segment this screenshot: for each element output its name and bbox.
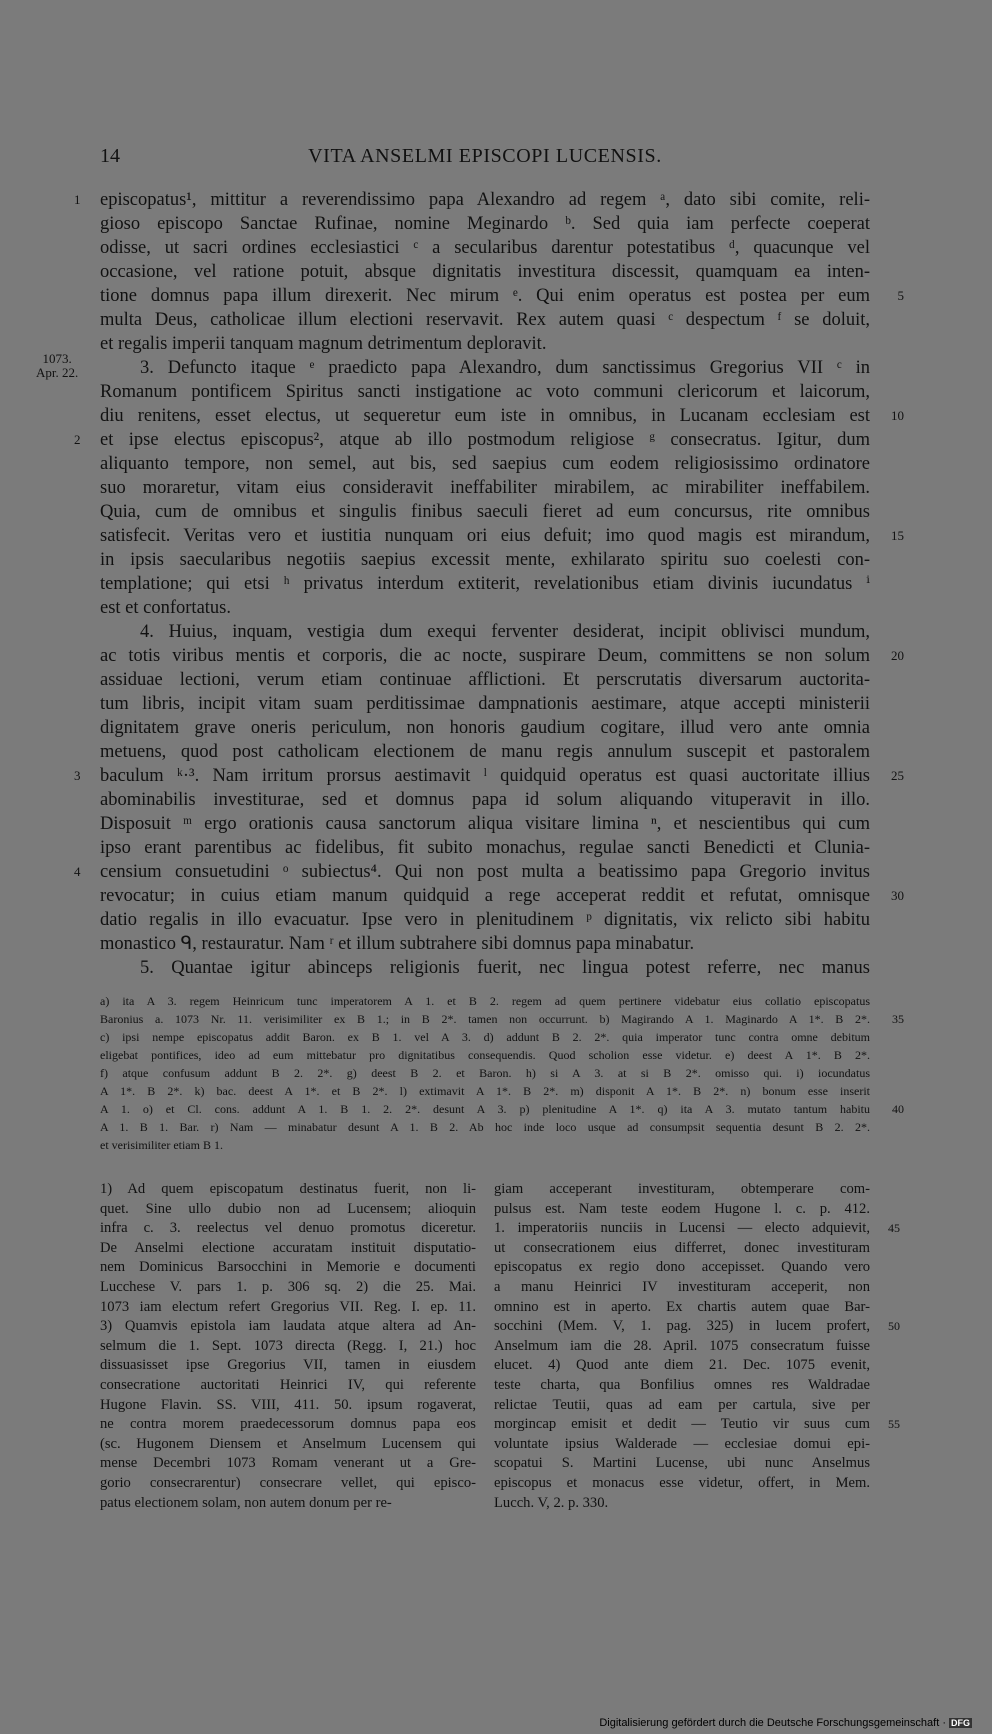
note-line-text: socchini (Mem. V, 1. pag. 325) in lucem profert,: [494, 1318, 870, 1335]
text-line: [100, 692, 870, 716]
note-line: [494, 1258, 870, 1278]
note-line-text: ut consecrationem eius differret, donec investituram: [494, 1239, 870, 1256]
text-line: [100, 620, 870, 644]
text-line-text: diu renitens, esset electus, ut sequeretur eum iste in omnibus, in Lucanam ecclesiam est: [100, 406, 870, 426]
apparatus-line-text: A 1. B 1. Bar. r) Nam — minabatur desunt A 1. B 2. Ab hoc inde loco usque ad consumpsit sequentia desunt B 2. 2*.: [100, 1120, 870, 1134]
apparatus-line-text: f) atque confusum addunt B 2. 2*. g) deest B 2. et Baron. h) si A 3. at si B 2*. omisso qui. i) iocundatus: [100, 1066, 870, 1080]
apparatus-line: [100, 1082, 870, 1100]
note-line: [100, 1415, 476, 1435]
text-line-text: 3. Defuncto itaque ᵉ praedicto papa Alexandro, dum sanctissimus Gregorius VII ᶜ in: [140, 358, 870, 378]
date-day: Apr. 22.: [36, 365, 79, 380]
note-line-text: pulsus est. Nam teste eodem Hugone l. c. p. 412.: [494, 1200, 870, 1217]
note-line-text: 1073 iam electum refert Gregorius VII. Reg. I. ep. 11.: [100, 1298, 476, 1315]
running-head: VITA ANSELMI EPISCOPI LUCENSIS.: [308, 145, 662, 167]
note-line: [100, 1474, 476, 1494]
text-line: [100, 836, 870, 860]
note-line-text: 3) Quamvis epistola iam laudata atque altera ad An-: [100, 1318, 476, 1335]
note-line: [494, 1474, 870, 1494]
footnotes-left-column: [100, 1180, 476, 1513]
apparatus-line: [100, 1010, 904, 1028]
apparatus-line: [100, 1118, 870, 1136]
note-line-text: voluntate ipsius Walderade — ecclesiae domui epi-: [494, 1435, 870, 1452]
line-number: 5: [897, 288, 904, 303]
text-line-text: monastico ᑫ, restauratur. Nam ʳ et illum subtrahere sibi domnus papa minabatur.: [100, 934, 695, 954]
note-line: [100, 1376, 476, 1396]
note-line-text: elucet. 4) Quod ante diem 21. Dec. 1075 evenit,: [494, 1357, 870, 1374]
text-line-text: satisfecit. Veritas vero et iustitia nunquam ori eius defuit; imo quod magis est mirandum,: [100, 526, 870, 546]
note-line-text: Lucchese V. pars 1. p. 306 sq. 2) die 25. Mai.: [100, 1278, 476, 1295]
margin-date-note: [36, 352, 78, 380]
footnote-ref-number: 3: [74, 768, 81, 783]
text-line-text: gioso episcopo Sanctae Rufinae, nomine Meginardo ᵇ. Sed quia iam perfecte coeperat: [100, 214, 870, 234]
footnote-ref-number: 4: [74, 864, 81, 879]
note-line-text: relictae Teutii, quas ad eam per cartula, sive per: [494, 1396, 870, 1413]
note-line-text: ne contra morem praedecessorum domnus papa eos: [100, 1416, 476, 1433]
text-line: [100, 524, 904, 548]
note-line-text: Hugone Flavin. SS. VIII, 411. 50. ipsum rogaverat,: [100, 1396, 476, 1413]
text-line: [100, 572, 870, 596]
note-line: [494, 1415, 900, 1435]
note-line-text: mense Decembri 1073 Romam venerant ut a Gre-: [100, 1455, 476, 1472]
note-line: [494, 1337, 870, 1357]
apparatus-line-text: eligebat pontifices, ideo ad eum mittebatur pro dignitatibus consequendis. Quod scholion esse videtur. e) deest A 1*. B 2*.: [100, 1048, 870, 1062]
text-line-text: datio regalis in illo evacuatur. Ipse vero in plenitudinem ᵖ dignitatis, vix relicto sibi habitu: [100, 910, 870, 930]
note-line: [100, 1180, 476, 1200]
note-line-text: (sc. Hugonem Diensem et Anselmum Lucensem qui: [100, 1435, 476, 1452]
text-line-text: episcopatus¹, mittitur a reverendissimo papa Alexandro ad regem ᵃ, dato sibi comite, reli-: [100, 190, 870, 210]
text-line: [74, 860, 870, 884]
page-number: 14: [100, 145, 120, 167]
note-line-text: Lucch. V, 2. p. 330.: [494, 1494, 609, 1511]
text-line: [100, 452, 870, 476]
text-line: [74, 188, 870, 212]
text-line-text: dignitatem grave oneris periculum, non honoris gaudium cogitare, illud vero ante omnia: [100, 718, 870, 738]
apparatus-line-text: a) ita A 3. regem Heinricum tunc imperatorem A 1. et B 2. regem ad quem pertinere videbatur eius collatio episcopatus: [100, 994, 870, 1008]
text-line-text: tione domnus papa illum direxerit. Nec mirum ᵉ. Qui enim operatus est postea per eum: [100, 286, 870, 306]
text-line: [100, 932, 870, 956]
text-line: [74, 428, 870, 452]
note-line: [100, 1435, 476, 1455]
text-line-text: in ipsis saecularibus negotiis saepius excessit mente, exhilarato spiritu suo coelesti con-: [100, 550, 870, 570]
apparatus-line: [100, 1028, 870, 1046]
text-line-text: ipso erant parentibus ac fidelibus, fit subito monachus, regulae sancti Benedicti et Clunia-: [100, 838, 870, 858]
note-line: [494, 1200, 870, 1220]
digitization-credit: [599, 1717, 972, 1729]
note-line: [494, 1278, 870, 1298]
text-line: [100, 908, 870, 932]
note-line-text: dissuasisset ipse Gregorius VII, tamen in eiusdem: [100, 1357, 476, 1374]
line-number: 50: [888, 1319, 900, 1334]
note-line-text: episcopatus ex regio dono accepisset. Quando vero: [494, 1259, 870, 1276]
text-line: [100, 716, 870, 740]
text-line-text: baculum ᵏ·³. Nam irritum prorsus aestimavit ˡ quidquid operatus est quasi auctoritate illius: [100, 766, 870, 786]
line-number: 40: [892, 1102, 904, 1116]
note-line-text: giam acceperant investituram, obtemperare com-: [494, 1181, 870, 1197]
note-line: [494, 1219, 900, 1239]
footnote-ref-number: 2: [74, 432, 81, 447]
line-number: 30: [891, 888, 904, 903]
text-line: [100, 812, 870, 836]
apparatus-line: [100, 1136, 870, 1154]
dfg-logo: DFG: [951, 1718, 970, 1728]
note-line: [494, 1494, 870, 1514]
text-line-text: revocatur; in cuius etiam manum quidquid a rege acceperat reddit et refutat, omnisque: [100, 886, 870, 906]
note-line: [494, 1396, 870, 1416]
note-line: [100, 1356, 476, 1376]
apparatus-line-text: et verisimiliter etiam B 1.: [100, 1138, 223, 1152]
text-line: [100, 644, 904, 668]
note-line-text: quet. Sine ullo dubio non ad Lucensem; alioquin: [100, 1200, 476, 1217]
text-line: [100, 308, 870, 332]
text-line: [100, 500, 870, 524]
line-number: 45: [888, 1221, 900, 1236]
text-line: [100, 668, 870, 692]
text-line: [100, 596, 870, 620]
text-line: [100, 332, 870, 356]
note-line: [100, 1337, 476, 1357]
line-number: 20: [891, 648, 904, 663]
note-line-text: teste charta, qua Bonfilius omnes res Waldradae: [494, 1376, 870, 1393]
note-line: [100, 1219, 476, 1239]
text-line: [100, 404, 904, 428]
text-line-text: tum libris, incipit vitam suam perditissimae dampnationis aestimare, atque accepti ministerii: [100, 694, 870, 714]
note-line: [100, 1239, 476, 1259]
footnote-ref-number: 1: [74, 192, 81, 207]
text-line-text: metuens, quod post catholicam electionem de manu regis annulum suscepit et pastoralem: [100, 742, 870, 762]
note-line-text: Anselmum iam die 28. April. 1075 consecratum fuisse: [494, 1337, 870, 1354]
note-line: [494, 1317, 900, 1337]
note-line: [494, 1376, 870, 1396]
text-line: [100, 260, 870, 284]
note-line: [100, 1298, 476, 1318]
text-line-text: censium consuetudini ᵒ subiectus⁴. Qui non post multa a beatissimo papa Gregorio invitus: [100, 862, 870, 882]
text-line-text: multa Deus, catholicae illum electioni reservavit. Rex autem quasi ᶜ despectum ᶠ se doluit,: [100, 310, 870, 330]
text-line-text: occasione, vel ratione potuit, absque dignitatis investitura discessit, quamquam ea inten-: [100, 262, 870, 282]
text-line-text: ac totis viribus mentis et corporis, die ac nocte, suspirare Deum, committens se non solum: [100, 646, 870, 666]
text-line-text: 4. Huius, inquam, vestigia dum exequi ferventer desiderat, incipit oblivisci mundum,: [140, 622, 870, 642]
note-line-text: morgincap emisit et dedit — Teutio vir suus cum: [494, 1416, 870, 1433]
main-text: [74, 188, 904, 980]
note-line-text: patus electionem solam, non autem donum per re-: [100, 1494, 392, 1511]
text-line: [100, 956, 870, 980]
date-year: 1073.: [42, 351, 72, 366]
text-line: [100, 740, 870, 764]
note-line: [494, 1356, 870, 1376]
note-line-text: De Anselmi electione accuratam instituit disputatio-: [100, 1239, 476, 1256]
note-line: [100, 1454, 476, 1474]
note-line-text: 1. imperatoriis nunciis in Lucensi — electo adquievit,: [494, 1220, 870, 1237]
credit-text: Digitalisierung gefördert durch die Deutsche Forschungsgemeinschaft ·: [599, 1717, 946, 1729]
note-line: [100, 1200, 476, 1220]
text-line: [100, 356, 870, 380]
text-line-text: est et confortatus.: [100, 598, 231, 618]
line-number: 25: [891, 768, 904, 783]
text-line: [100, 476, 870, 500]
text-line-text: et ipse electus episcopus², atque ab illo postmodum religiose ᵍ consecratus. Igitur, dum: [100, 430, 870, 450]
text-line-text: Disposuit ᵐ ergo orationis causa sanctorum aliqua visitare limina ⁿ, et nescientibus qui cum: [100, 814, 870, 834]
text-line-text: abominabilis investiturae, sed et domnus papa id solum aliquando vituperavit in illo.: [100, 790, 870, 810]
text-line-text: odisse, ut sacri ordines ecclesiastici ᶜ a secularibus darentur potestatibus ᵈ, quacunque vel: [100, 238, 870, 258]
note-line-text: scopatui S. Martini Lucense, ubi nunc Anselmus: [494, 1455, 870, 1472]
note-line: [494, 1180, 870, 1200]
note-line: [494, 1454, 870, 1474]
text-line: [100, 236, 870, 260]
text-line: [100, 788, 870, 812]
apparatus-line: [100, 1046, 870, 1064]
note-line: [100, 1494, 476, 1514]
apparatus-line-text: A 1. o) et Cl. cons. addunt A 1. B 1. 2. 2*. desunt A 3. p) plenitudine A 1*. q) ita A 3. mutato tantum habitu: [100, 1102, 870, 1116]
apparatus-line-text: A 1*. B 2*. k) bac. deest A 1*. et B 2*. l) extimavit A 1*. B 2*. m) disponit A 1*. B 2*. n) bonum esse inserit: [100, 1084, 870, 1098]
note-line: [494, 1239, 870, 1259]
text-line: [100, 884, 904, 908]
note-line-text: episcopus et monacus esse videtur, offert, in Mem.: [494, 1474, 870, 1491]
text-line-text: Romanum pontificem Spiritus sancti instigatione ac voto communi clericorum et laicorum,: [100, 382, 870, 402]
note-line-text: infra c. 3. reelectus vel denuo promotus diceretur.: [100, 1220, 476, 1237]
note-line-text: gorio consecrarentur) consecrare vellet, qui episco-: [100, 1474, 476, 1491]
text-line: [74, 764, 904, 788]
note-line-text: a manu Heinrici IV investituram acceperit, non: [494, 1278, 870, 1295]
apparatus-line: [100, 992, 870, 1010]
note-line-text: omnino est in aperto. Ex chartis autem quae Bar-: [494, 1298, 870, 1315]
apparatus-line-text: Baronius a. 1073 Nr. 11. verisimiliter ex B 1.; in B 2*. tamen non occurrunt. b) Magirando A 1. Maginardo A 1*. B 2*.: [100, 1012, 870, 1026]
text-line-text: assiduae lectioni, verum etiam continuae afflictioni. Et perscrutatis diversarum auctorita-: [100, 670, 870, 690]
text-line: [100, 212, 870, 236]
text-line-text: templatione; qui etsi ʰ privatus interdum extiterit, revelationibus etiam divinis iucundatus ⁱ: [100, 574, 870, 594]
critical-apparatus: [100, 992, 904, 1154]
note-line-text: consecratione auctoritati Heinrici IV, qui referente: [100, 1376, 476, 1393]
text-line-text: Quia, cum de omnibus et singulis finibus saeculi fieret ad eum concursus, rite omnibus: [100, 502, 870, 522]
text-line: [100, 548, 870, 572]
line-number: 55: [888, 1417, 900, 1432]
note-line-text: selmum die 1. Sept. 1073 directa (Regg. I, 21.) hoc: [100, 1337, 476, 1354]
text-line: [100, 284, 904, 308]
note-line: [494, 1435, 870, 1455]
text-line-text: suo moraretur, vitam eius consideravit ineffabiliter mirabilem, ac mirabiliter ineffabilem.: [100, 478, 870, 498]
text-line-text: 5. Quantae igitur abinceps religionis fuerit, nec lingua potest referre, nec manus: [140, 958, 870, 978]
line-number: 15: [891, 528, 904, 543]
apparatus-line: [100, 1064, 870, 1082]
note-line-text: nem Dominicus Barsocchini in Memorie e documenti: [100, 1259, 476, 1276]
line-number: 10: [891, 408, 904, 423]
apparatus-line: [100, 1100, 904, 1118]
text-line-text: et regalis imperii tanquam magnum detrimentum deploravit.: [100, 334, 547, 354]
note-line: [100, 1317, 476, 1337]
note-line: [494, 1298, 870, 1318]
apparatus-line-text: c) ipsi nempe episcopatus addit Baron. ex B 1. vel A 3. d) addunt B 2. 2*. quia imperator tunc contra omne debitum: [100, 1030, 870, 1044]
note-line: [100, 1396, 476, 1416]
note-line: [100, 1278, 476, 1298]
footnotes-right-column: [494, 1180, 900, 1513]
note-line: [100, 1258, 476, 1278]
page-header: [100, 145, 870, 175]
line-number: 35: [892, 1012, 904, 1026]
text-line: [100, 380, 870, 404]
note-line-text: 1) Ad quem episcopatum destinatus fuerit, non li-: [100, 1181, 476, 1197]
text-line-text: aliquanto tempore, non semel, aut bis, sed saepius cum eodem religiosissimo ordinatore: [100, 454, 870, 474]
